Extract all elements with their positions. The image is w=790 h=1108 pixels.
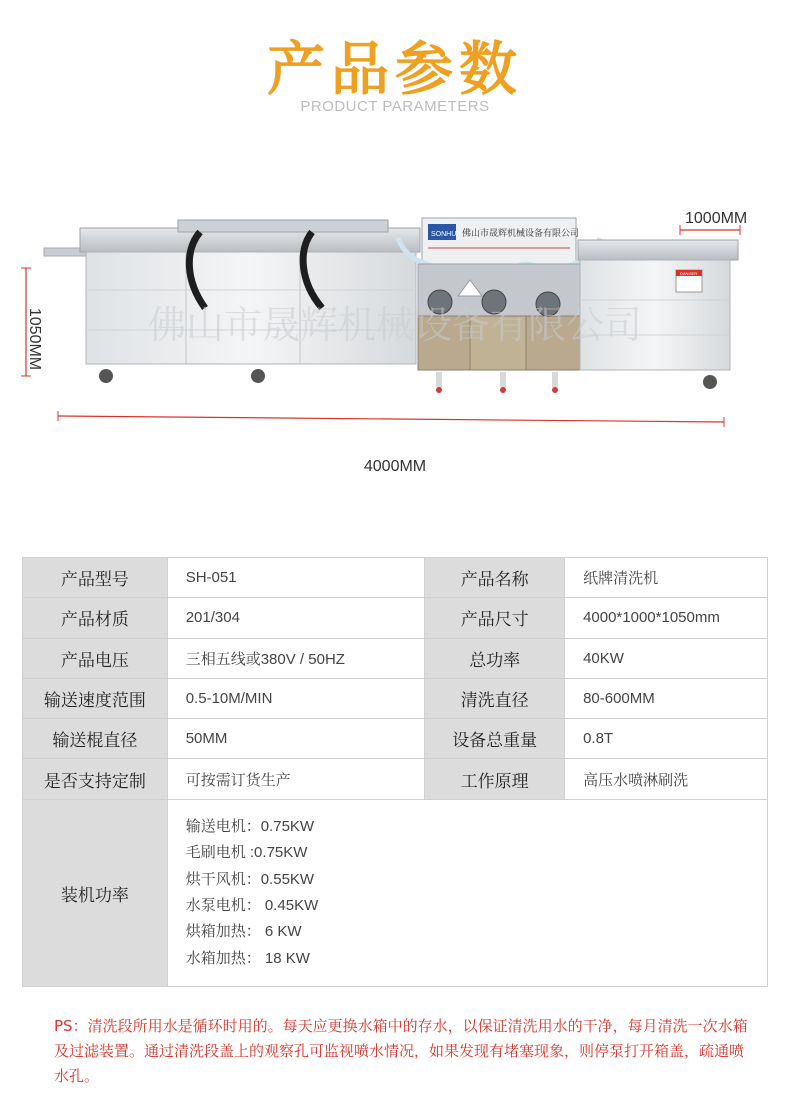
sign-brand: SONHUI <box>431 231 459 238</box>
spec-label: 产品电压 <box>23 638 168 678</box>
spec-value: 可按需订货生产 <box>167 759 425 799</box>
table-row <box>23 678 768 718</box>
spec-table <box>22 557 768 987</box>
power-list <box>167 799 767 986</box>
power-item: 毛刷电机 :0.75KW <box>185 844 308 862</box>
right-top-cover <box>578 240 738 260</box>
wheel <box>703 375 717 389</box>
spec-label: 清洗直径 <box>425 678 565 718</box>
spec-label: 是否支持定制 <box>23 759 168 799</box>
spec-label: 输送速度范围 <box>23 678 168 718</box>
spec-value: 0.8T <box>565 719 768 759</box>
power-item: 输送电机：0.75KW <box>185 817 315 835</box>
ps-note: PS：清洗段所用水是循环时用的。每天应更换水箱中的存水，以保证清洗用水的干净，每月清洗一次水箱及过滤装置。通过清洗段盖上的观察孔可监视喷水情况，如果发现有堵塞现象，则停泵打开箱盖，疏通喷水孔。 <box>54 1017 748 1085</box>
spec-value: 201/304 <box>167 598 425 638</box>
table-row <box>23 719 768 759</box>
spec-label: 设备总重量 <box>425 719 565 759</box>
table-row-power <box>23 799 768 986</box>
table-row <box>23 558 768 598</box>
dimension-height: 1050MM <box>26 307 43 371</box>
sign-company: 佛山市晟辉机械设备有限公司 <box>462 229 580 239</box>
table-row <box>23 598 768 638</box>
power-item: 烘箱加热： 6 KW <box>185 923 302 941</box>
spec-value: 40KW <box>565 638 768 678</box>
dim-line-length <box>58 416 724 422</box>
spec-label: 工作原理 <box>425 759 565 799</box>
spec-value: 50MM <box>167 719 425 759</box>
table-row <box>23 638 768 678</box>
spec-value: 高压水喷淋刷洗 <box>565 759 768 799</box>
spec-value: 4000*1000*1050mm <box>565 598 768 638</box>
watermark: 佛山市晟辉机械设备有限公司 <box>147 303 643 347</box>
page-subtitle: PRODUCT PARAMETERS <box>300 98 490 115</box>
wheel <box>251 369 265 383</box>
spec-value: 0.5-10M/MIN <box>167 678 425 718</box>
spec-value: 三相五线或380V / 50HZ <box>167 638 425 678</box>
power-item: 水泵电机： 0.45KW <box>185 897 319 914</box>
spec-value: 纸牌清洗机 <box>565 558 768 598</box>
wheel <box>99 369 113 383</box>
spec-label: 产品尺寸 <box>425 598 565 638</box>
power-label: 装机功率 <box>23 799 168 986</box>
dimension-length: 4000MM <box>363 458 427 475</box>
table-row <box>23 759 768 799</box>
page-title: 产品参数 <box>266 35 523 103</box>
power-item: 烘干风机：0.55KW <box>185 870 315 888</box>
spec-label: 产品型号 <box>23 558 168 598</box>
spec-label: 输送棍直径 <box>23 719 168 759</box>
dimension-width: 1000MM <box>685 210 748 227</box>
spec-value: 80-600MM <box>565 678 768 718</box>
spec-label: 产品名称 <box>425 558 565 598</box>
machine-photo <box>0 190 790 500</box>
spec-value: SH-051 <box>167 558 425 598</box>
power-item: 水箱加热： 18 KW <box>185 949 310 967</box>
spec-label: 产品材质 <box>23 598 168 638</box>
spec-label: 总功率 <box>425 638 565 678</box>
svg-text:DANGER: DANGER <box>680 271 698 276</box>
